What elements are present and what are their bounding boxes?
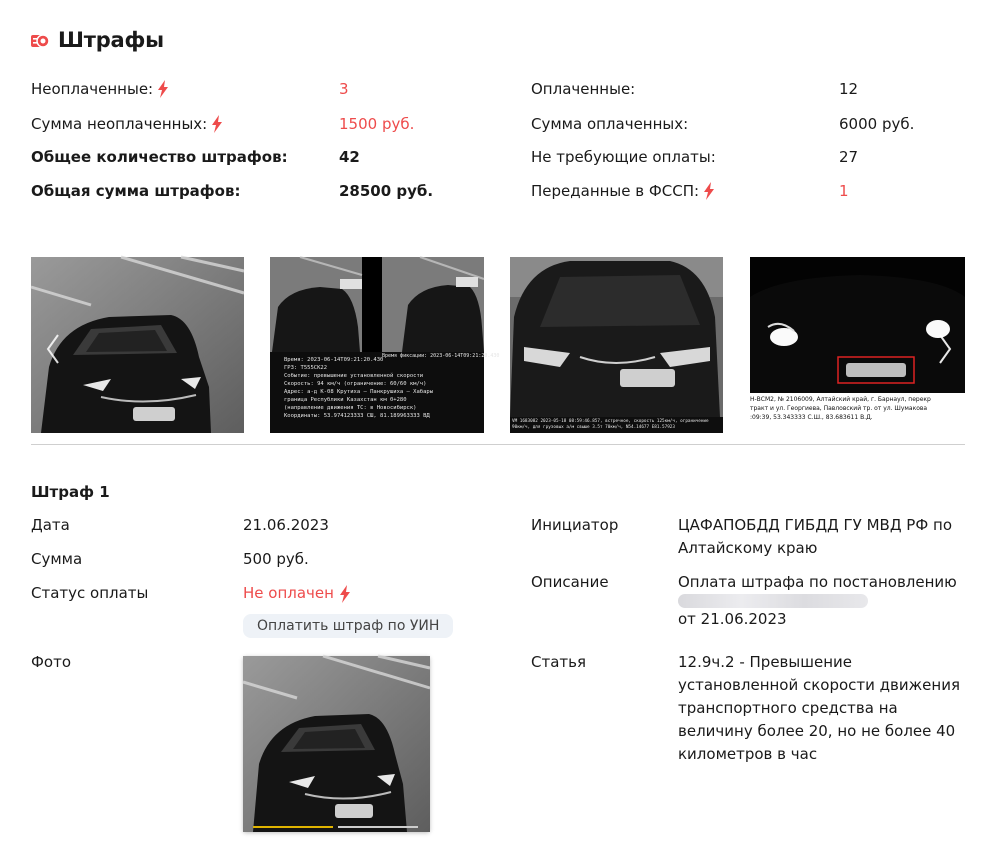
lightning-icon	[338, 585, 352, 603]
paid-label: Оплаченные:	[531, 80, 636, 98]
gallery-next-arrow-icon[interactable]	[936, 332, 954, 366]
status-value: Не оплачен	[243, 582, 352, 605]
photo2-line: граница Республики Казахстан км 0+280	[284, 397, 407, 403]
page-header	[30, 28, 164, 52]
gallery-photo-4[interactable]	[750, 257, 965, 433]
initiator-value: ЦАФАПОБДД ГИБДД ГУ МВД РФ по Алтайскому краю	[678, 516, 953, 557]
fine-photo-thumbnail[interactable]	[243, 656, 430, 832]
gallery-prev-arrow-icon[interactable]	[44, 332, 62, 366]
photo3-caption: VM 1683082 2023-05-18 08:59:46.857, встречное, скорость 125км/ч, ограничение 90км/ч, для грузовых а/м свыше 3.5т 70км/ч, N54.14677 E81.57923	[512, 419, 709, 430]
photo2-line: Скорость: 94 км/ч (ограничение: 60/60 км/ч)	[284, 381, 427, 387]
photo2-line: (направление движения ТС: в Новосибирск)	[284, 405, 417, 411]
unpaid-sum-value: 1500 руб.	[339, 115, 415, 133]
unpaid-label: Неоплаченные:	[31, 79, 170, 99]
unpaid-value: 3	[339, 80, 349, 98]
photo2-line: Координаты: 53.974123333 СШ, 81.189963333 ВД	[284, 413, 430, 419]
date-label: Дата	[31, 516, 70, 534]
gallery-photo-2[interactable]	[270, 257, 500, 433]
description-prefix: Оплата штрафа по постановлению	[678, 573, 957, 591]
car-photo-image	[243, 656, 430, 832]
initiator-label: Инициатор	[531, 516, 619, 534]
date-value: 21.06.2023	[243, 516, 329, 534]
unpaid-sum-label: Сумма неоплаченных:	[31, 114, 224, 134]
no-payment-label: Не требующие оплаты:	[531, 148, 716, 166]
total-sum-value: 28500 руб.	[339, 182, 434, 200]
lightning-icon	[156, 80, 170, 98]
photo4-line: тракт и ул. Георгиева, Павловский тр. от ул. Шумакова	[750, 405, 928, 412]
photo2-line: Время: 2023-06-14T09:21:20.430	[284, 357, 384, 363]
total-sum-label: Общая сумма штрафов:	[31, 182, 241, 200]
section-divider	[31, 444, 965, 445]
sum-value: 500 руб.	[243, 550, 309, 568]
photo-gallery	[31, 257, 965, 433]
photo2-right-caption: Время фиксации: 2023-06-14T09:21:20.430	[382, 353, 500, 359]
sum-label: Сумма	[31, 550, 83, 568]
description-value	[678, 571, 968, 631]
resolution-number-blurred	[678, 594, 868, 608]
car-photo-image	[31, 257, 244, 433]
total-count-value: 42	[339, 148, 360, 166]
page-title: Штрафы	[58, 28, 164, 52]
gallery-photo-1[interactable]	[31, 257, 244, 433]
description-suffix: от 21.06.2023	[678, 610, 787, 628]
lightning-icon	[702, 182, 716, 200]
description-label: Описание	[531, 573, 609, 591]
gallery-photo-3[interactable]	[510, 257, 723, 433]
total-count-label: Общее количество штрафов:	[31, 148, 288, 166]
paid-sum-value: 6000 руб.	[839, 115, 915, 133]
status-label: Статус оплаты	[31, 584, 149, 602]
article-value: 12.9ч.2 - Превышение установленной скорости движения транспортного средства на величину более 20, но не более 40 километров в час	[678, 653, 960, 763]
car-photo-image	[510, 257, 723, 433]
fssp-label: Переданные в ФССП:	[531, 181, 716, 201]
photo4-line: Н-ВСМ2, № 2106009, Алтайский край, г. Барнаул, перекр	[750, 396, 931, 403]
no-payment-value: 27	[839, 148, 859, 166]
photo2-line: Адрес: а-д К-08 Крутиха – Панкрушиха – Хабары	[284, 389, 434, 395]
paid-sum-label: Сумма оплаченных:	[531, 115, 689, 133]
lightning-icon	[210, 115, 224, 133]
photo4-line: :09:39, 53.343333 С.Ш., 83.683611 В.Д.	[750, 414, 873, 421]
photo2-line: ГРЗ: Т555СК22	[284, 365, 328, 371]
fssp-value: 1	[839, 182, 849, 200]
paid-value: 12	[839, 80, 859, 98]
photo-label: Фото	[31, 653, 72, 671]
article-label: Статья	[531, 653, 587, 671]
pay-by-uin-button[interactable]: Оплатить штраф по УИН	[243, 614, 453, 638]
fine-title: Штраф 1	[31, 483, 110, 501]
photo2-line: Событие: превышение установленной скорости	[284, 373, 424, 379]
fines-icon	[30, 30, 50, 50]
